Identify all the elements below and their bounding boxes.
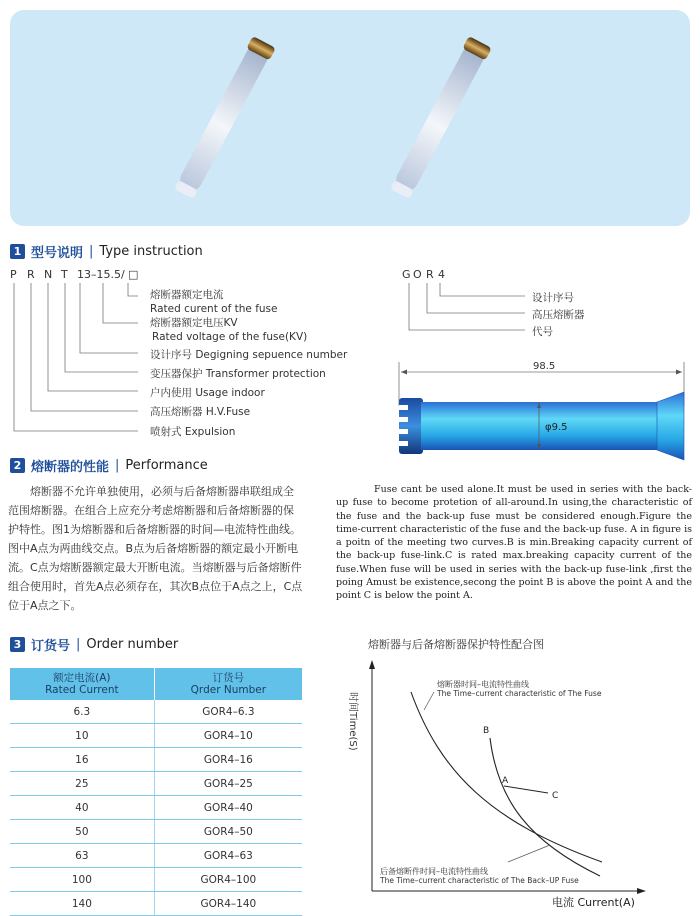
gor-label-hv-fuse: 高压熔断器 (532, 309, 585, 321)
y-axis-arrow (369, 660, 375, 669)
gor-code-leader-lines (400, 280, 530, 340)
fuse-photo-illustration (10, 10, 690, 226)
column-header-rated-current: 额定电流(A) Rated Current (10, 668, 154, 700)
divider: | (89, 244, 94, 259)
table-row: 100 GOR4–100 (10, 868, 302, 892)
performance-text-zh: 熔断器不允许单独使用，必须与后备熔断器串联组成全范围熔断器。在组合上应充分考虑熔断器和后备熔断器的保护特性。图1为熔断器和后备熔断器的时间—电流特性曲线。图中A点为两曲线交点。B点为后备熔断器的额定最小开断电流。C点为熔断器额定最大开断电流。当熔断器与后备熔断件组合使用时，首先A点必须存在，其次B点位于A点之上，C点位于A点之下。 (8, 485, 303, 612)
product-photo-banner (10, 10, 690, 226)
table-row: 40 GOR4–40 (10, 796, 302, 820)
table-row: 25 GOR4–25 (10, 772, 302, 796)
divider: | (76, 637, 81, 652)
section-type-instruction-title: 1 型号说明 | Type instruction (10, 242, 203, 261)
characteristic-chart (340, 652, 692, 914)
x-axis-arrow (637, 888, 646, 894)
table-row: 63 GOR4–63 (10, 844, 302, 868)
point-a-label: A (502, 776, 509, 786)
table-header-row (10, 668, 302, 700)
table-row: 140 GOR4–140 (10, 892, 302, 916)
point-b-label: B (483, 726, 490, 736)
section-performance-title: 2 熔断器的性能 | Performance (10, 456, 208, 475)
fuse-curve-label-zh: 熔断器时间–电流特性曲线 (437, 680, 529, 689)
point-c-label: C (552, 791, 559, 801)
model-label-transformer: 变压器保护 Transformer protection (150, 368, 326, 380)
fuse-curve-label-en: The Time–current characteristic of The Fuse (437, 689, 602, 698)
x-axis-label: 电流 Current(A) (552, 896, 635, 909)
section-order-number-title: 3 订货号 | Order number (10, 635, 178, 654)
chart-title: 熔断器与后备熔断器保护特性配合图 (368, 638, 544, 651)
table-row: 6.3 GOR4–6.3 (10, 700, 302, 724)
fuse-photo-right (388, 36, 492, 200)
backup-curve-label-en: The Time–current characteristic of The Back–UP Fuse (380, 876, 579, 885)
point-c-leader (504, 786, 548, 793)
performance-text-en: Fuse cant be used alone.It must be used in series with the back-up fuse to become protetion of all-around.In using,the characteristic of the fuse and the back-up fuse must be considered enough.Figure the time-current characteristic of the fuse and the back-up fuse. A in figure is a poitn of the meeting two curves.B is min.Breaking capacity current of the back-up fuse-link.C is rated max.breaking capacity current of the fuse.When fuse will be used in series with the back-up fuse-link ,first the poing Amust be existence,secong the point B is above the point A and the point C is below the point A. (336, 484, 692, 602)
table-row: 10 GOR4–10 (10, 724, 302, 748)
model-label-hv-fuse: 高压熔断器 H.V.Fuse (150, 406, 251, 418)
model-label-indoor: 户内使用 Usage indoor (150, 387, 265, 399)
section-number-badge: 2 (10, 458, 25, 473)
table-row: 50 GOR4–50 (10, 820, 302, 844)
fuse-photo-left (172, 36, 276, 200)
backup-curve-leader (508, 845, 550, 862)
model-label-expulsion: 喷射式 Expulsion (150, 426, 236, 438)
gor-label-design-seq: 设计序号 (532, 292, 574, 304)
y-axis-label: 时间Time(S) (347, 692, 358, 751)
divider: | (115, 458, 120, 473)
dimension-length-label: 98.5 (533, 361, 556, 372)
table-row: 16 GOR4–16 (10, 748, 302, 772)
gor-label-code: 代号 (532, 326, 553, 338)
fuse-dimension-drawing (395, 358, 690, 463)
dimension-diameter-label: φ9.5 (545, 422, 568, 433)
fuse-curve-leader (424, 692, 434, 710)
section-number-badge: 3 (10, 637, 25, 652)
model-label-rated-current: 熔断器额定电流 Rated curent of the fuse (150, 289, 278, 315)
column-header-order-number: 订货号 Qrder Number (154, 668, 302, 700)
model-label-design-seq: 设计序号 Degigning sepuence number (150, 349, 348, 361)
backup-curve-label-zh: 后备熔断件时间–电流特性曲线 (380, 867, 488, 876)
order-number-table (10, 668, 302, 916)
model-label-rated-voltage: 熔断器额定电压KV Rated voltage of the fuse(KV) (150, 317, 308, 343)
section-number-badge: 1 (10, 244, 25, 259)
